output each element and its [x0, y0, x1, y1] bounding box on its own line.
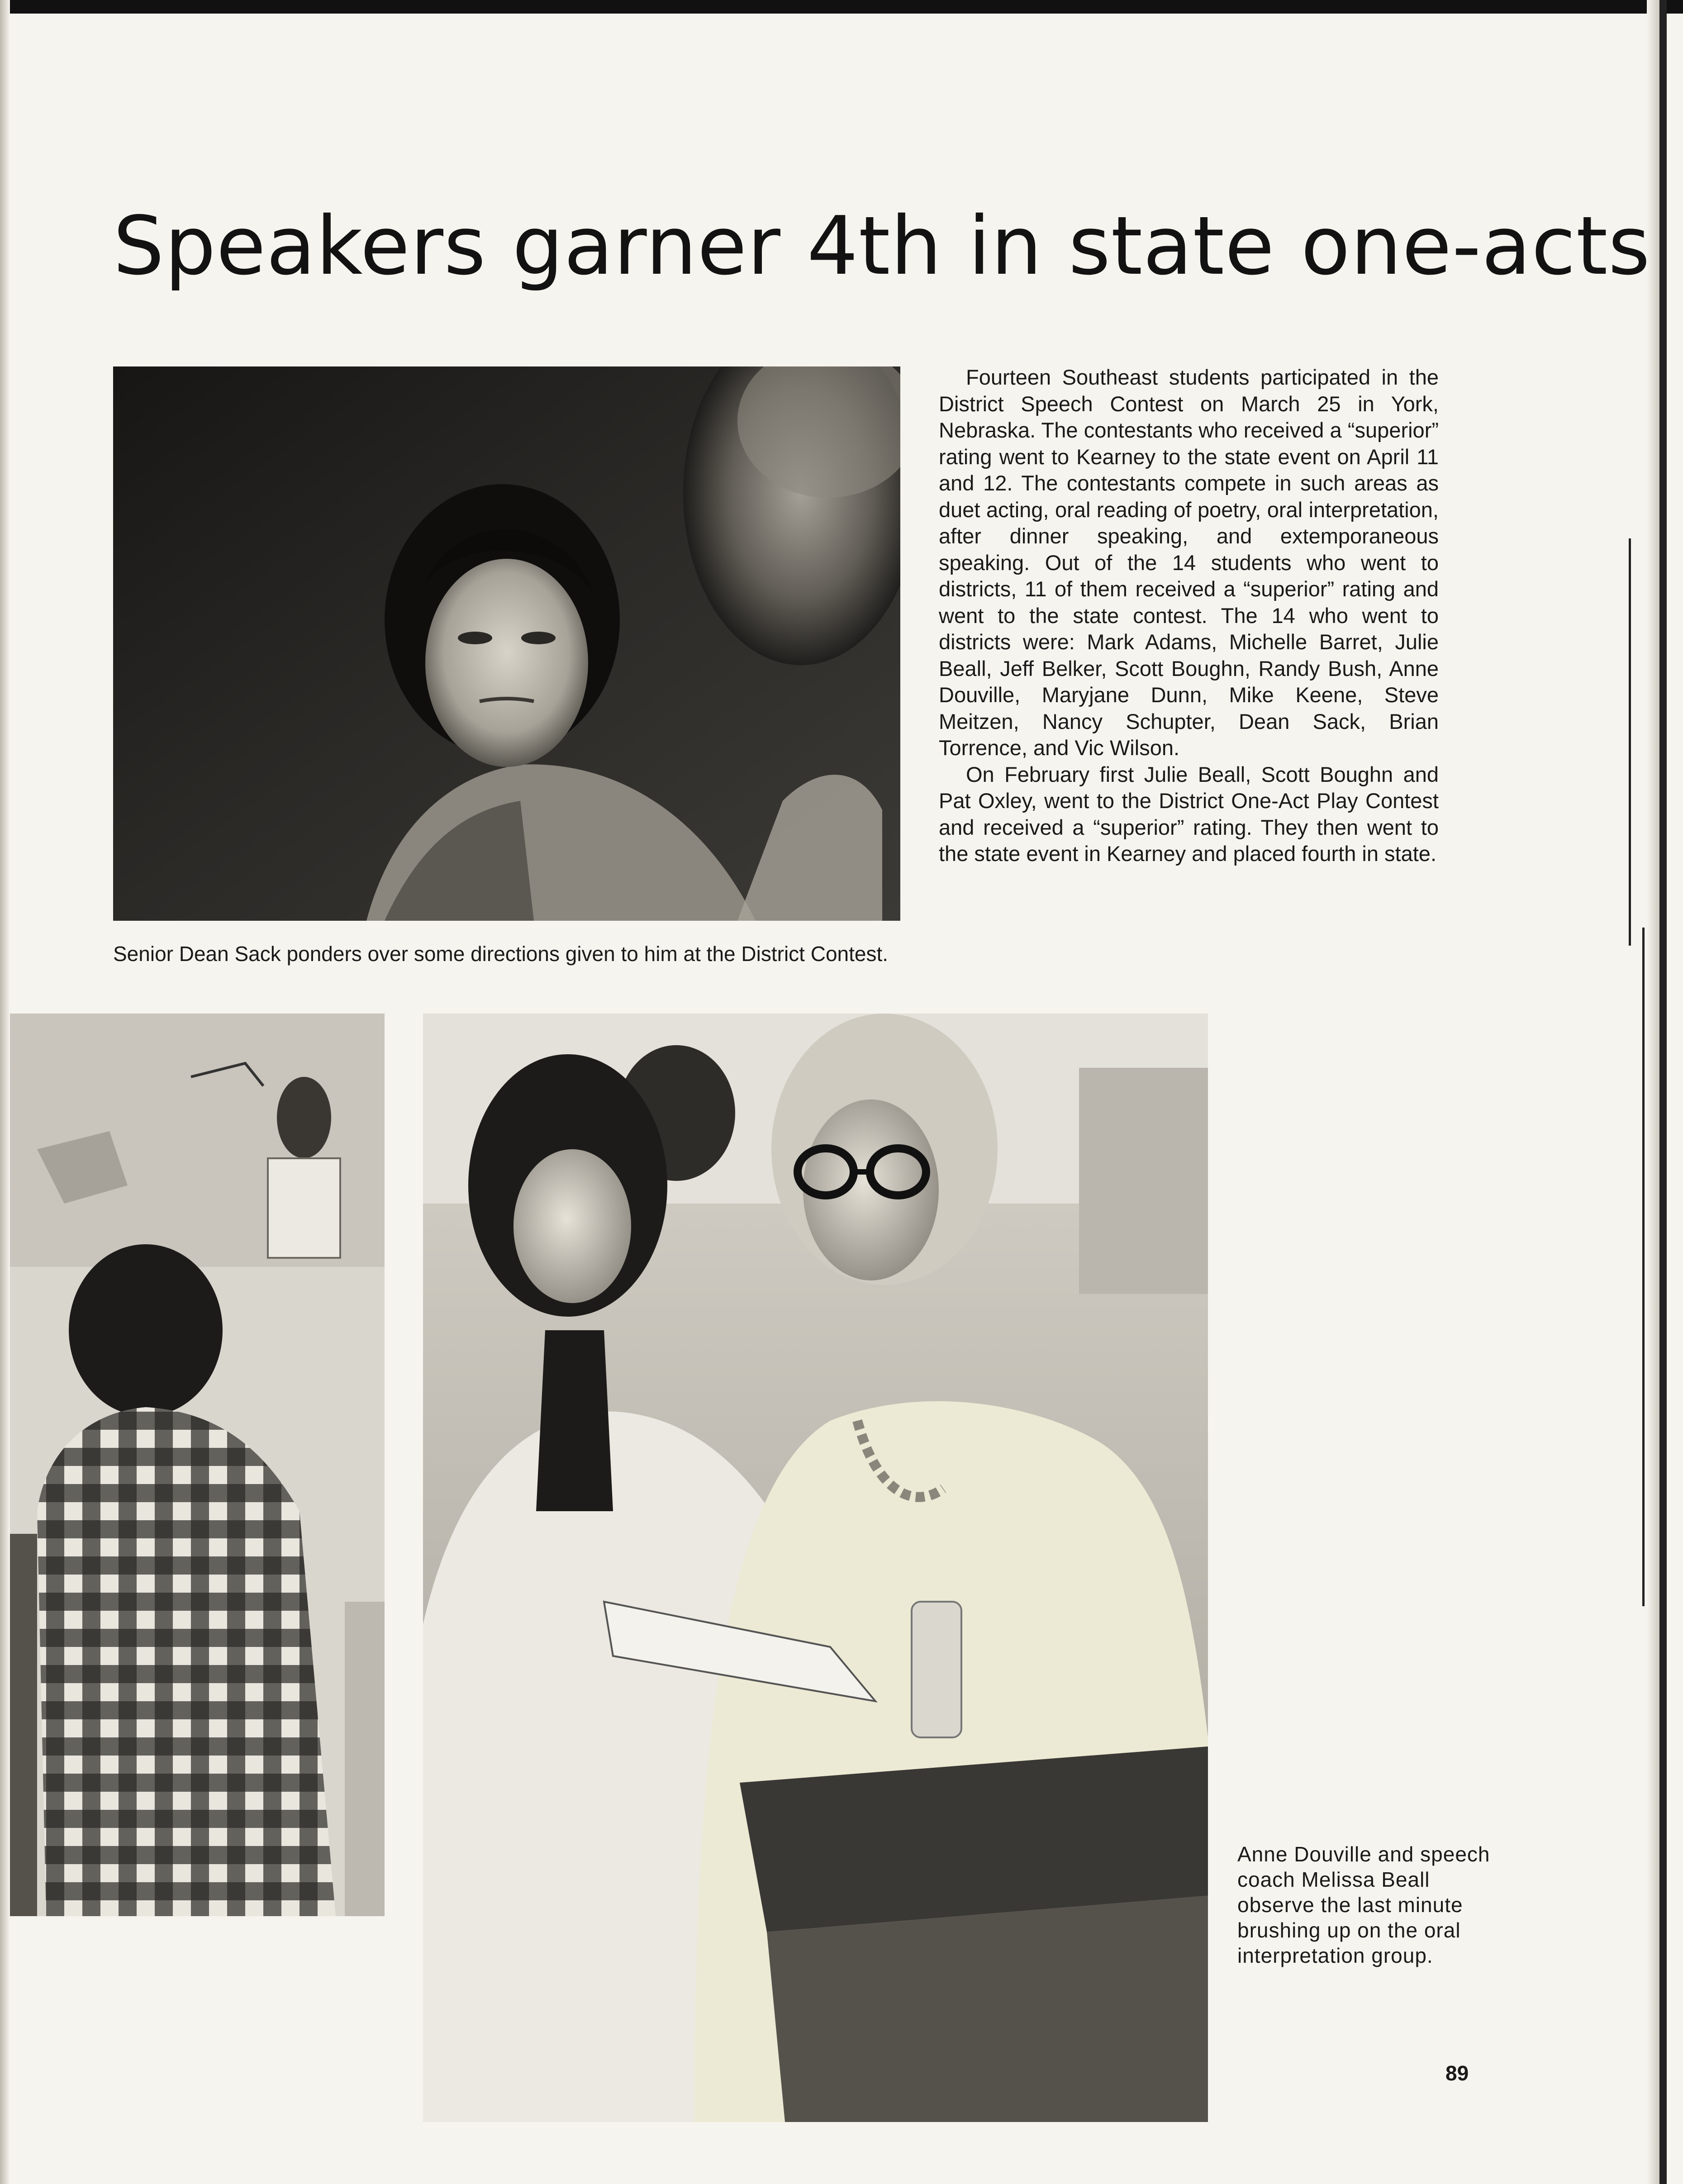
photo-dean-sack [113, 366, 900, 921]
page-gutter-shadow [1647, 0, 1659, 2184]
top-photo-caption: Senior Dean Sack ponders over some directions given to him at the District Contest. [113, 942, 889, 966]
margin-mark [1629, 538, 1631, 946]
margin-mark [1642, 928, 1645, 1606]
page-right-edge [1659, 0, 1667, 2184]
article-paragraph: Fourteen Southeast students participated in the District Speech Contest on March 25 in York, Nebraska. The contestants who received a “superior” rating went to Kearney to the state event on April 11 and 12. The contestants compete in such areas as duet acting, oral reading of poetry, oral interpretation, after dinner speaking, and extemporaneous speaking. Out of the 14 students who went to districts, 11 of them received a “superior” rating and went to the state contest. The 14 who went to districts were: Mark Adams, Michelle Barret, Julie Beall, Jeff Belker, Scott Boughn, Randy Bush, Anne Douville, Maryjane Dunn, Mike Keene, Steve Meitzen, Nancy Schupter, Dean Sack, Brian Torrence, and Vic Wilson. [939, 365, 1439, 760]
bottom-photo-caption: Anne Douville and speech coach Melissa Beall observe the last minute brushing up on the oral interpretation group. [1237, 1842, 1490, 1967]
page-top-edge [0, 0, 1683, 14]
page-number: 89 [1445, 2061, 1469, 2085]
article-paragraph: On February first Julie Beall, Scott Boughn and Pat Oxley, went to the District One-Act Play Contest and received a “superior” rating. They then went to the state event in Kearney and placed fourth in state. [939, 762, 1439, 866]
photo-plaid-shirt-student [10, 1013, 385, 1916]
photo-douville-and-beall [423, 1013, 1208, 2122]
article-body [939, 364, 1439, 867]
headline: Speakers garner 4th in state one-acts [113, 199, 1651, 293]
page-left-edge [0, 0, 10, 2184]
